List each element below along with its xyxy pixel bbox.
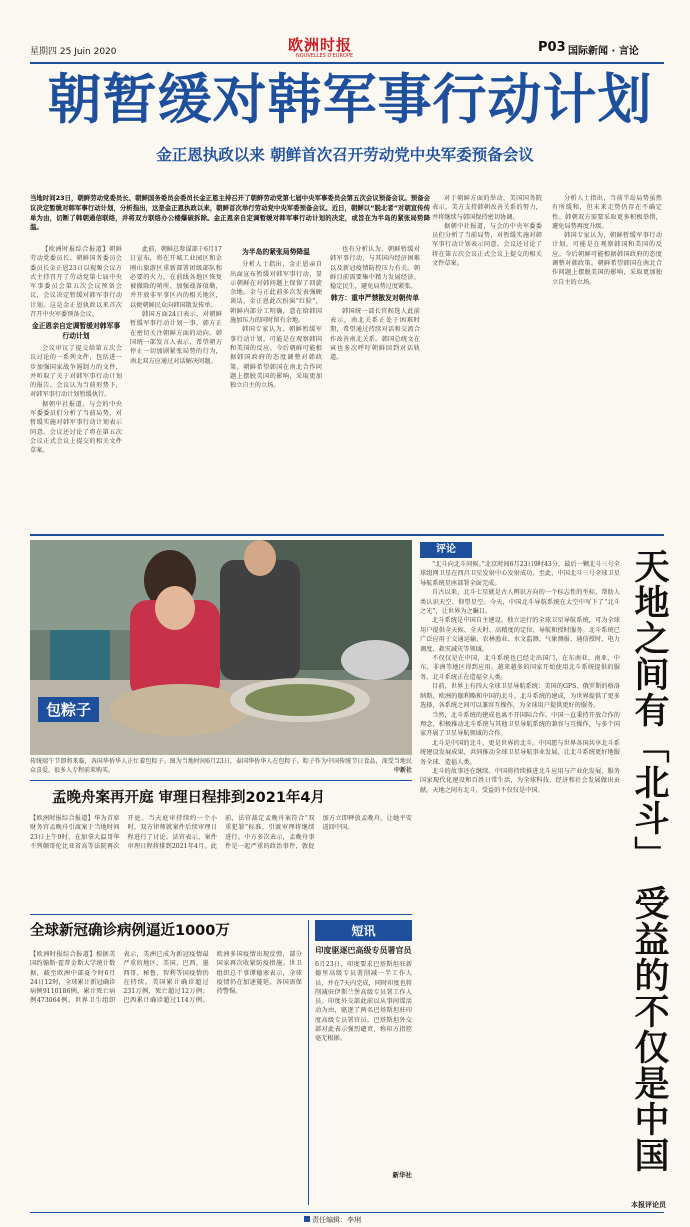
- body-paragraph: 据朝中社报道，与会的中央军委委员们分析了当前局势，对暂缓实施对韩军事行动计划表示同意。会议还讨论了将在第五次会议正式会议上提交的相关文件草案。: [432, 222, 542, 268]
- photo-caption: [30, 757, 412, 777]
- body-paragraph: 韩国专家认为，朝鲜暂缓军事行动计划，可能是在观察韩国和美国的反应。今后朝鲜可能根据韩国政府的态度调整对韩政策。朝鲜希望韩国在南北合作问题上摆脱美国的影响，采取更加独立自主的立场。: [552, 232, 662, 286]
- story2-headline: 孟晚舟案再开庭 审理日程排到2021年4月: [52, 790, 325, 806]
- body-paragraph: 分析人士指出，金正恩亲自出面宣布暂缓对韩军事行动，显示朝鲜在对韩问题上保留了回旋余地。金与正此前多次发表强硬谈话，金正恩此次扮演“红脸”，朝鲜内部分工明确，意在给韩国施加压力的同时留有余地。: [230, 261, 322, 325]
- body-subhead: 韩方：重申严禁散发对朝传单: [330, 294, 420, 303]
- editor-square-icon: [304, 1216, 310, 1222]
- editor-text: 责任编辑：李琍: [312, 1216, 361, 1224]
- commentary-label-text: 评论: [436, 544, 456, 555]
- footer-rule: [30, 1212, 664, 1213]
- main-body-col4: [330, 245, 420, 530]
- brief-box: [308, 920, 412, 1205]
- body-paragraph: 此前，朝鲜总参谋部于6月17日宣布，将在开城工业园区和金刚山旅游区重新部署团级部队和必要的火力，在前线各地区恢复被撤除的哨所、加强战备值勤，并开放非军事区内的相关地区，以便朝鲜民众向韩国散发传单。: [130, 246, 222, 309]
- commentary-paragraph: 不仅仅是在中国，北斗系统也已经走出国门，在东南亚、南亚、中东、非洲等地区得到应用。越来越多的国家开始使用北斗系统提供的服务，北斗系统正在造福全人类。: [420, 655, 620, 681]
- masthead-rule: [30, 62, 664, 64]
- commentary-label: [420, 542, 472, 558]
- caption-credit: 中新社: [393, 767, 412, 774]
- commentary-title: 天地之间有「北斗」 受益的不仅是中国: [629, 548, 669, 1174]
- news-photo: [30, 540, 412, 755]
- body-paragraph: 据朝中社报道，与会的中央军委委员们分析了当前局势，对暂缓实施对韩军事行动计划表示同意。会议还讨论了将在第五次会议正式会议上提交的相关文件草案。: [30, 400, 122, 455]
- main-headline: 朝暂缓对韩军事行动计划: [47, 68, 653, 131]
- brief-body: 6月23日，印度要求巴基斯坦驻新德里高级专员署削减一半工作人员，并在7天内完成，同时印度也将削减驻伊斯兰堡高级专员署工作人员。印度外交部此前以从事间谍活动为由，驱逐了两名巴基斯坦驻印度高级专员署官员。巴基斯坦外交部对此表示强烈谴责，称印方指控毫无根据。: [315, 961, 412, 1043]
- body-paragraph: 韩国专家认为，朝鲜暂缓军事行动计划，可能是在观察韩国和美国的反应。今后朝鲜可能根据韩国政府的态度调整对韩政策。朝鲜希望韩国在南北合作问题上摆脱美国的影响，采取更加独立自主的立场。: [230, 326, 322, 390]
- commentary-paragraph: 北斗系统是中国自主建设、独立运行的全球卫星导航系统，可为全球用户提供全天候、全天时、高精度的定位、导航和授时服务。北斗系统已广泛应用于交通运输、农林渔业、水文监测、气象测报、通信授时、电力调度、救灾减灾等领域。: [420, 617, 620, 653]
- lead-paragraph: 当地时间23日，朝鲜劳动党委员长、朝鲜国务委员会委员长金正恩主持召开了朝鲜劳动党第七届中央军事委员会第五次会议预备会议。预备会议决定暂缓对韩军事行动计划，分析指出，这是金正恩执政以来，朝鲜首次举行劳动党中央军委预备会议。近日，朝鲜以“脱北者”对朝宣传传单为由，切断了韩朝通信联络，并将双方联络办公楼爆破拆除。金正恩亲自定调暂缓对韩军事行动计划的决定，或旨在为半岛的紧张局势降温。: [30, 194, 430, 232]
- body-paragraph: 分析人士指出，当前半岛局势虽然有所缓和，但未来走势仍存在不确定性。韩朝双方需要采取更多积极举措，避免局势再度升级。: [552, 195, 662, 230]
- body-paragraph: 对于朝鲜方面的举动，美国国务院表示，美方支持韩朝改善关系的努力，并将继续与韩国保持密切协调。: [432, 195, 542, 221]
- body-paragraph: 也有分析认为，朝鲜暂缓对韩军事行动，与其国内经济困难以及新冠疫情防控压力有关。朝鲜目前需要集中精力发展经济、稳定民生，避免局势过度紧张。: [330, 246, 420, 291]
- photo-illustration: [30, 540, 412, 755]
- newspaper-logo-fr: NOUVELLES D'EUROPE: [296, 53, 354, 59]
- brief-title: 印度驱逐巴高级专员署官员: [315, 946, 412, 955]
- body-paragraph: 【欧洲时报综合报道】朝鲜劳动党委员长、朝鲜国务委员会委员长金正恩23日以视频会议方式主持召开了劳动党第七届中央军事委员会第五次会议预备会议，会议决定暂缓对韩军事行动计划。这是金正恩执政以来首次召开中央军委预备会议。: [30, 246, 122, 319]
- brief-label: 短讯: [315, 920, 412, 941]
- section-name: 国际新闻 · 言论: [568, 46, 639, 57]
- brief-credit: 新华社: [392, 1171, 412, 1179]
- commentary-paragraph: 当然，北斗系统的建成也离不开国际合作。中国一直秉持开放合作的理念，积极推动北斗系统与其他卫星导航系统的兼容与互操作，与多个国家开展了卫星导航领域的合作。: [420, 711, 620, 738]
- main-body-col5: [432, 194, 542, 530]
- main-body-col2: [130, 245, 222, 530]
- newspaper-logo: 欧洲时报: [288, 36, 353, 54]
- masthead: [0, 0, 690, 60]
- commentary-paragraph: “北斗向北斗问候。”北京时间6月23日9时43分，最后一颗北斗三号全球组网卫星在西昌卫星发射中心发射成功，至此，中国北斗三号全球卫星导航系统星座部署全面完成。: [420, 561, 620, 587]
- commentary-paragraph: 北斗是中国的北斗，更是世界的北斗。中国愿与世界各国共享北斗系统建设发展成果，共同推动全球卫星导航事业发展，让北斗系统更好地服务全球、造福人类。: [420, 739, 620, 766]
- body-subhead: 金正恩亲自定调暂缓对韩军事行动计划: [31, 322, 121, 340]
- caption-rule: [30, 780, 412, 781]
- page-number: P03: [538, 40, 566, 55]
- main-body-col1: [30, 245, 122, 530]
- main-body-col3: [230, 245, 322, 530]
- story2-body: 【欧洲时报综合报道】华为首席财务官孟晚舟引渡案于当地时间23日上午9时，在加拿大温哥华不列颠哥伦比亚省高等法院再次开庭。当天庭审持续约一个小时，双方律师就案件后续审理日程进行了讨论。法官表示，案件审理日程将排到2021年4月。此前，法官裁定孟晚舟案符合“双重犯罪”标准，引渡审理将继续进行。中方多次表示，孟晚舟事件是一起严重的政治事件，敦促加方立即释放孟晚舟，让她平安返回中国。: [30, 815, 412, 850]
- story3-headline: 全球新冠确诊病例逼近1000万: [30, 923, 230, 939]
- story2-rule: [30, 914, 412, 915]
- section-divider: [30, 534, 664, 536]
- photo-tag: 包粽子: [38, 697, 99, 722]
- issue-date: 星期四 25 Juin 2020: [30, 47, 117, 57]
- commentary-paragraph: 目前，世界上有四大全球卫星导航系统：美国的GPS、俄罗斯的格洛纳斯、欧洲的伽利略和中国的北斗。北斗系统的建成，为世界提供了更多选择，各系统之间可以兼容互操作，为全球用户提供更好的服务。: [420, 683, 620, 710]
- editor-credit: [304, 1214, 424, 1226]
- commentary-paragraph: 自古以来，北斗七星就是古人辨识方向的一个标志性的坐标，帮助人类认识天空、仰望星空。今天，中国北斗导航系统在太空中写下了“北斗之光”，让世界为之瞩目。: [420, 589, 620, 616]
- commentary-byline: 本报评论员: [631, 1201, 666, 1209]
- main-subhead: 金正恩执政以来 朝鲜首次召开劳动党中央军委预备会议: [156, 146, 534, 164]
- body-paragraph: 韩国方面24日表示，对朝鲜暂缓军事行动计划一事，韩方正在密切关注朝鲜方面的动向。韩国统一部发言人表示，希望朝方停止一切加剧紧张局势的行为，南北双方应通过对话解决问题。: [130, 311, 222, 365]
- commentary-paragraph: 北斗的故事还在继续。中国将持续推进北斗应用与产业化发展，服务国家现代化建设和百姓日常生活，为全球科技、经济和社会发展做出贡献。天地之间有北斗，受益的不仅仅是中国。: [420, 767, 620, 794]
- main-body-col6: [552, 194, 662, 530]
- story3-body: 【欧洲时报综合报道】根据美国约翰斯·霍普金斯大学统计数据，截至欧洲中部夏令时6月24日12时，全球累计新冠确诊病例9110186例，累计死亡病例473064例。世界卫生组织表示，美洲已成为新冠疫情最严重的地区，美国、巴西、墨西哥、秘鲁、智利等国疫情仍在持续。美国累计确诊超过231万例，死亡超过12万例；巴西累计确诊超过114万例。欧洲多国疫情出现反弹，部分国家再次收紧防疫措施。世卫组织总干事谭德塞表示，全球疫情仍在加速蔓延，各国需保持警惕。: [30, 951, 302, 1005]
- body-paragraph: 会议审议了提交给第五次会议讨论的一系列文件，包括进一步加强国家战争遏制力的文件，并听取了关于对韩军事行动计划的报告。会议认为当前形势下，对韩军事行动计划暂缓执行。: [30, 344, 122, 399]
- caption-text: 传统端午节即将来临，各国华侨华人正忙着包粽子。图为当地时间6月23日，泰国华侨华人在包粽子。粽子作为中国传统节日食品，深受当地民众喜爱，很多人专程前来购买。: [30, 758, 412, 774]
- body-paragraph: 韩国统一部长官候选人此前表示，南北关系正处于困难时期，希望通过持续对话和交流合作改善南北关系。韩国总统文在寅也多次呼吁朝鲜回到对话轨道。: [330, 307, 420, 362]
- body-subhead: 为半岛的紧张局势降温: [242, 248, 310, 256]
- commentary-body: [420, 560, 620, 1200]
